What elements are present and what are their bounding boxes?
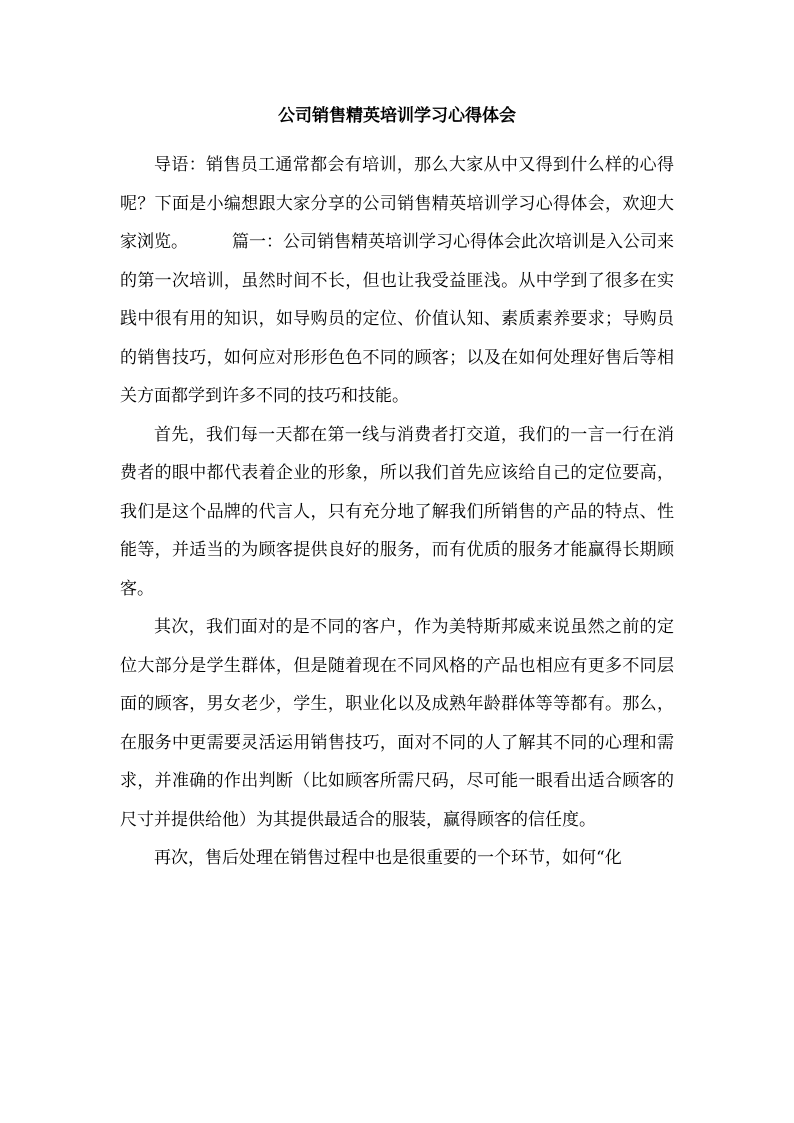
intro-paragraph	[120, 146, 674, 416]
section-one-text: 篇一：公司销售精英培训学习心得体会此次培训是入公司来的第一次培训，虽然时间不长，但也让我受益匪浅。从中学到了很多在实践中很有用的知识，如导购员的定位、价值认知、素质素养要求；导购员的销售技巧，如何应对形形色色不同的顾客；以及在如何处理好售后等相关方面都学到许多不同的技巧和技能。	[120, 232, 674, 406]
body-paragraph-2: 其次，我们面对的是不同的客户，作为美特斯邦威来说虽然之前的定位大部分是学生群体，但是随着现在不同风格的产品也相应有更多不同层面的顾客，男女老少，学生，职业化以及成熟年龄群体等等都有。那么，在服务中更需要灵活运用销售技巧，面对不同的人了解其不同的心理和需求，并准确的作出判断（比如顾客所需尺码，尽可能一眼看出适合顾客的尺寸并提供给他）为其提供最适合的服装，赢得顾客的信任度。	[120, 617, 674, 830]
body-paragraph-3: 再次，售后处理在销售过程中也是很重要的一个环节，如何“化	[154, 848, 622, 868]
document-title: 公司销售精英培训学习心得体会	[278, 106, 516, 126]
intro-text: 导语：销售员工通常都会有培训，那么大家从中又得到什么样的心得呢？下面是小编想跟大家分享的公司销售精英培训学习心得体会，欢迎大家浏览。	[120, 155, 674, 252]
body-paragraph-1: 首先，我们每一天都在第一线与消费者打交道，我们的一言一行在消费者的眼中都代表着企业的形象，所以我们首先应该给自己的定位要高，我们是这个品牌的代言人，只有充分地了解我们所销售的产品的特点、性能等，并适当的为顾客提供良好的服务，而有优质的服务才能赢得长期顾客。	[120, 424, 674, 599]
document-body	[120, 146, 674, 878]
